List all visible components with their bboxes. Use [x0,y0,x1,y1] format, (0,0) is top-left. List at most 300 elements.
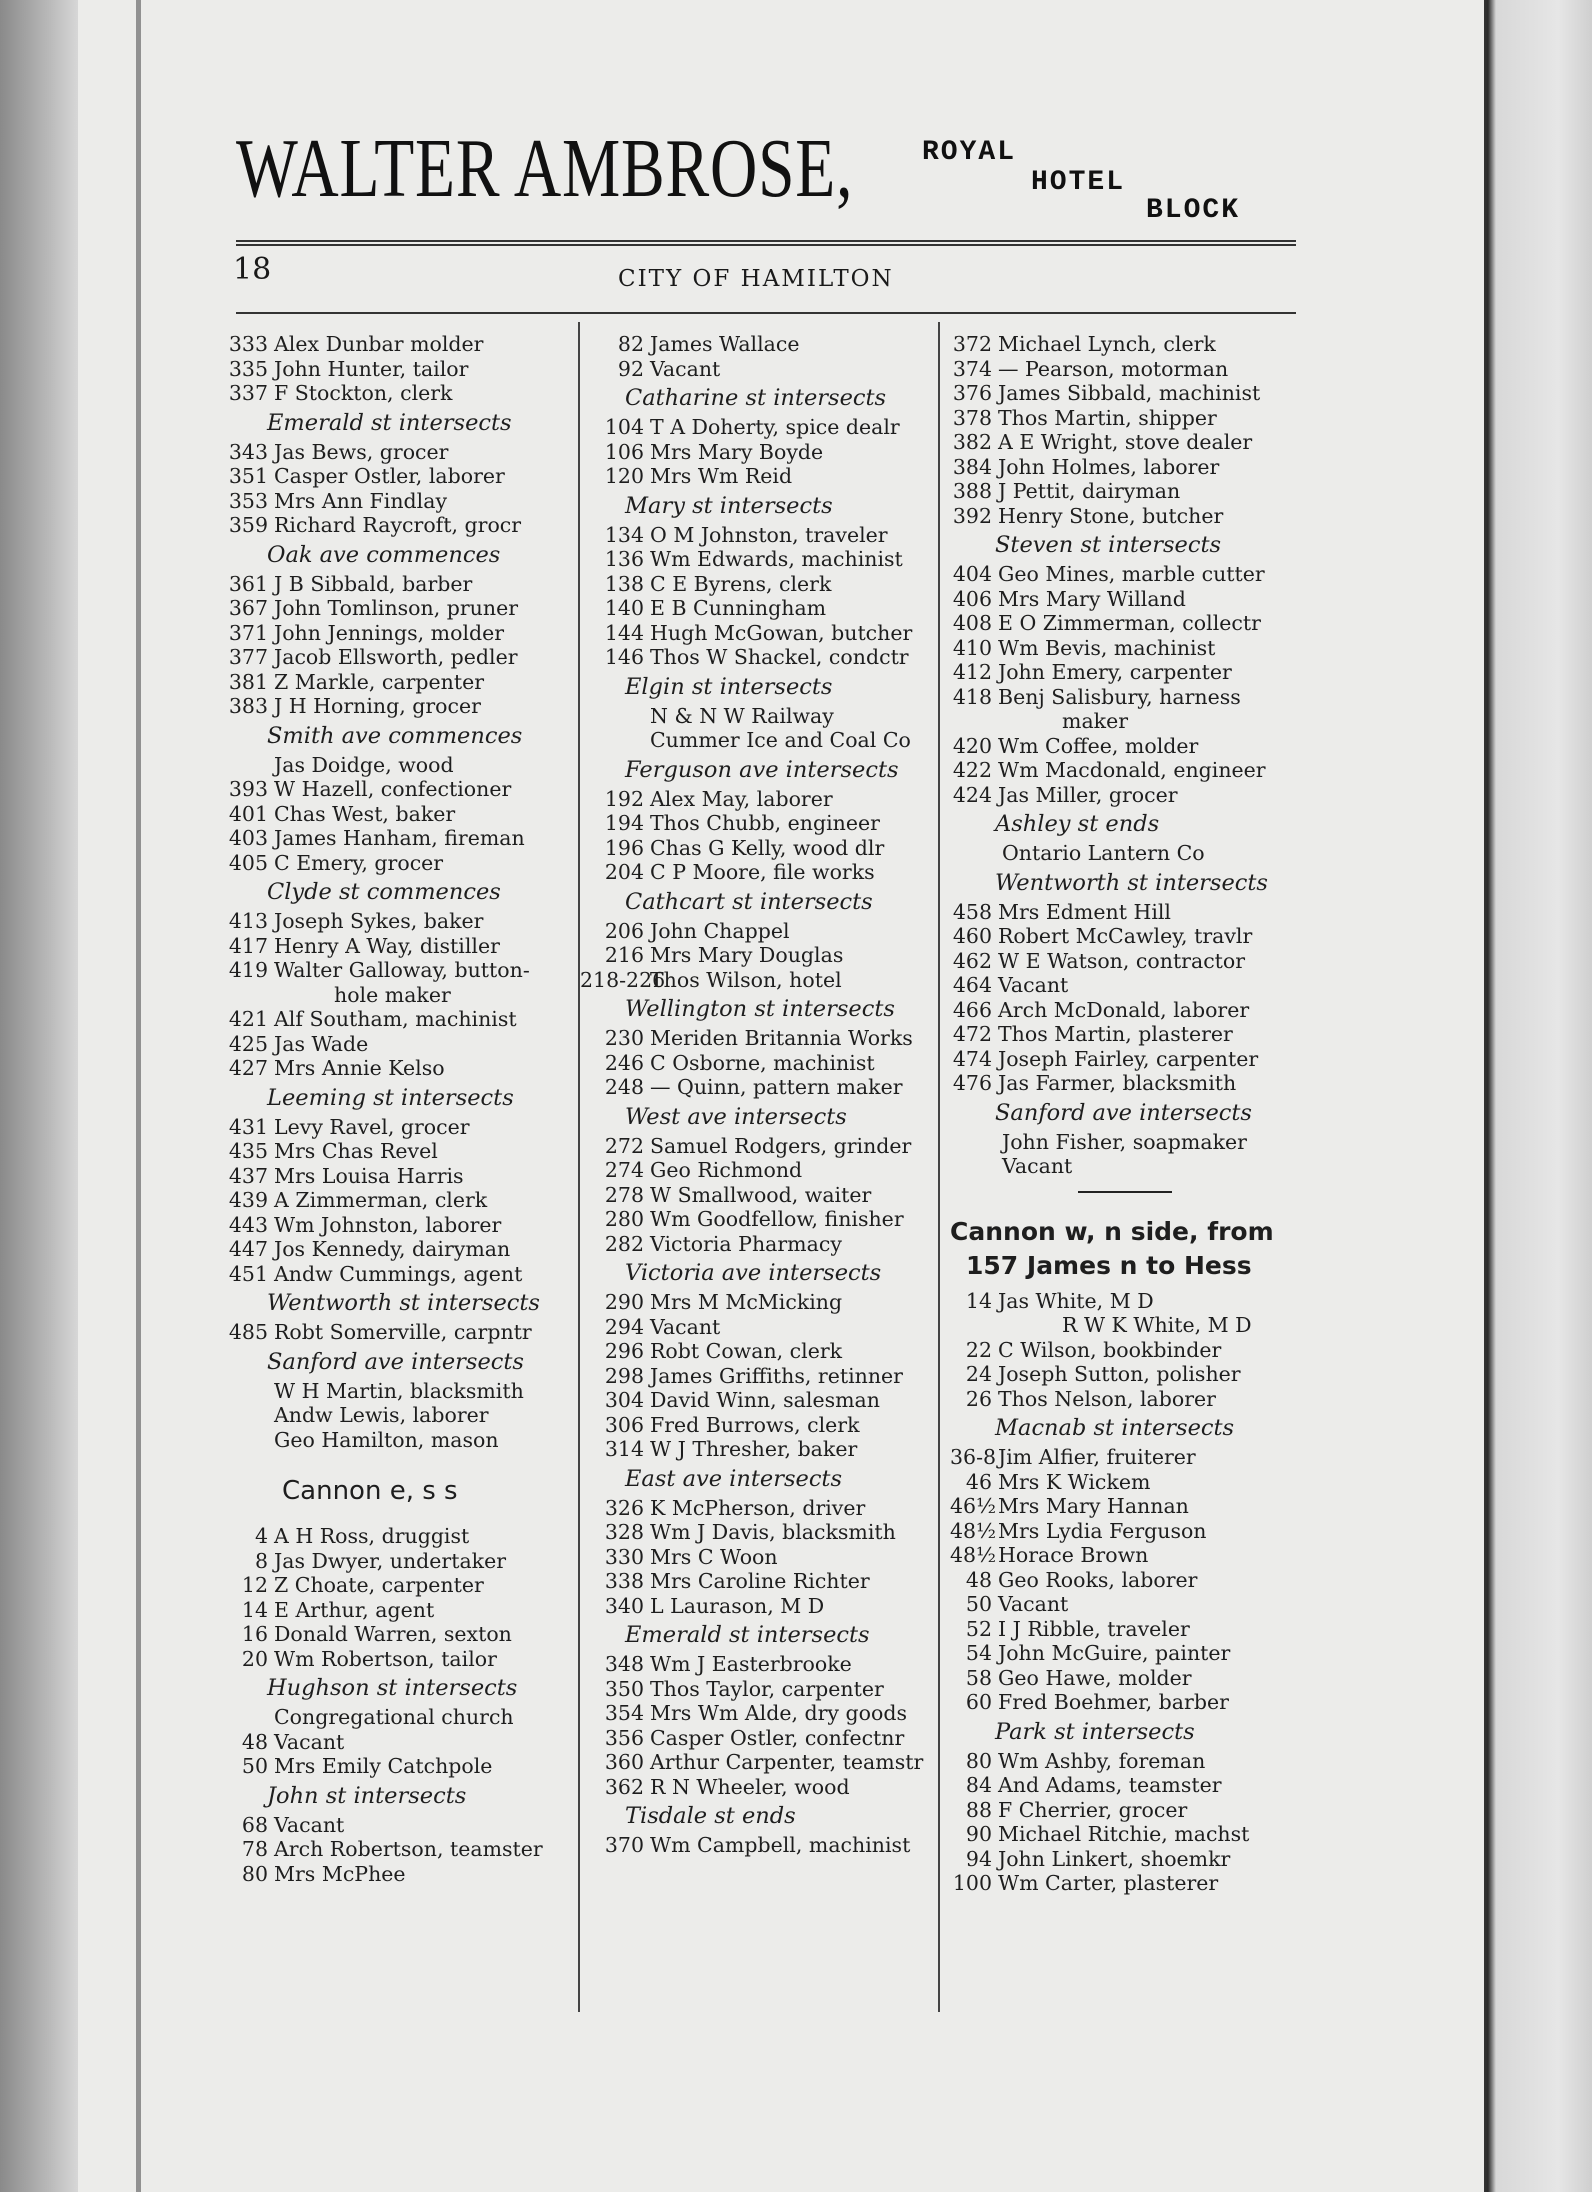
directory-entry [580,1677,930,1702]
resident-name: James Sibbald, machinist [998,381,1261,405]
directory-entry-unnumbered: N & N W Railway [650,703,834,728]
directory-entry [222,1164,574,1189]
directory-entry [222,1647,574,1672]
street-number: 359 [228,513,268,537]
resident-name: Wm J Davis, blacksmith [650,1520,896,1544]
resident-name: Wm Coffee, molder [998,733,1199,758]
directory-entry [580,1388,930,1413]
street-number: 384 [952,454,992,479]
street-number: 472 [952,1022,992,1046]
directory-entry [222,1320,574,1345]
street-number: 48½ [950,1543,996,1567]
directory-entry [950,1022,1305,1047]
resident-name: Mrs Annie Kelso [274,1056,445,1080]
directory-entry [950,973,1305,998]
street-crossing-heading: Hughson st intersects [267,1675,518,1701]
directory-entry [580,1701,930,1726]
resident-name: Wm Macdonald, engineer [998,758,1266,782]
street-crossing-heading: Smith ave commences [267,722,523,749]
resident-name: Vacant [274,1812,345,1837]
street-number: 8 [254,1548,268,1573]
resident-name: Horace Brown [998,1543,1149,1567]
street-number: 437 [228,1163,268,1188]
resident-name: Jas Farmer, blacksmith [998,1071,1237,1095]
street-number: 20 [241,1646,268,1671]
resident-name: Arch Robertson, teamster [274,1837,543,1861]
street-number: 48 [241,1729,268,1754]
resident-name: Henry A Way, distiller [274,933,500,958]
street-number: 350 [604,1676,644,1701]
directory-entry [580,1051,930,1076]
resident-name: Jas Dwyer, undertaker [274,1548,507,1573]
street-number: 462 [952,948,992,973]
street-number: 367 [228,596,268,620]
street-number: 371 [228,620,268,645]
street-number: 80 [241,1861,268,1886]
directory-entry [950,1362,1305,1387]
directory-entry [950,1773,1305,1798]
resident-name: Richard Raycroft, grocr [274,513,522,537]
street-number: 337 [228,381,268,405]
street-number: 405 [228,850,268,875]
directory-entry [950,949,1305,974]
resident-name: Alex Dunbar molder [274,332,484,356]
directory-entry [580,332,930,357]
directory-entry [222,909,574,934]
street-number: 248 [604,1075,644,1099]
resident-name: Z Markle, carpenter [274,669,485,694]
resident-name: Alex May, laborer [650,786,833,811]
directory-entry [222,572,574,597]
resident-name: Jos Kennedy, dairyman [274,1237,511,1261]
resident-name: Z Choate, carpenter [274,1573,484,1597]
directory-entry [580,415,930,440]
street-number: 280 [604,1207,644,1231]
street-number: 90 [965,1822,992,1846]
street-number: 360 [604,1750,644,1774]
resident-name: John Holmes, laborer [998,454,1220,479]
resident-name: Mrs Wm Reid [650,464,793,488]
street-number: 382 [952,430,992,454]
page-number: 18 [233,252,272,287]
directory-entry [950,1847,1305,1872]
street-number: 378 [952,405,992,430]
street-crossing-heading: Catharine st intersects [625,385,887,411]
advertiser-name: WALTER AMBROSE, [236,122,854,215]
street-number: 14 [241,1597,268,1622]
street-number: 78 [241,1837,268,1861]
street-number: 460 [952,924,992,948]
directory-entry [580,621,930,646]
resident-name: F Cherrier, grocer [998,1797,1188,1822]
resident-name: John Jennings, molder [274,620,505,645]
directory-entry [222,670,574,695]
address-line-2: HOTEL [1031,167,1126,198]
resident-name: Thos Nelson, laborer [998,1386,1216,1411]
directory-entry [222,1837,574,1862]
entry-continuation: maker [1062,709,1129,733]
title-rule [236,312,1296,314]
resident-name: Wm Goodfellow, finisher [650,1207,904,1231]
street-number: 82 [617,332,644,356]
street-number: 192 [604,786,644,811]
resident-name: Wm Campbell, machinist [650,1833,911,1857]
street-number: 330 [604,1544,644,1569]
resident-name: Victoria Pharmacy [650,1231,842,1256]
resident-name: Casper Ostler, laborer [274,464,505,488]
street-number: 14 [965,1288,992,1313]
street-crossing-heading: Ferguson ave intersects [625,756,899,783]
street-crossing-heading: Macnab st intersects [995,1415,1235,1441]
directory-column-3 [950,332,1305,1896]
directory-entry [580,523,930,548]
resident-name: Robert McCawley, travlr [998,924,1253,948]
directory-entry [950,758,1305,783]
directory-entry [222,777,574,802]
directory-entry [222,1549,574,1574]
resident-name: Mrs Lydia Ferguson [998,1518,1207,1543]
street-number: 335 [228,356,268,381]
resident-name: Mrs Mary Douglas [650,943,844,967]
directory-entry [222,826,574,851]
street-crossing-heading: East ave intersects [625,1465,843,1492]
directory-entry [222,1622,574,1647]
directory-entry [950,504,1305,529]
resident-name: W Hazell, confectioner [274,777,512,801]
resident-name: C Osborne, machinist [650,1050,875,1075]
street-number: 48½ [950,1518,996,1543]
street-number: 294 [604,1314,644,1339]
directory-entry [950,924,1305,949]
street-number: 134 [604,522,644,547]
resident-name: Wm Robertson, tailor [274,1646,497,1671]
directory-entry [950,479,1305,504]
resident-name: J Pettit, dairyman [998,479,1181,503]
street-number: 439 [228,1188,268,1212]
street-number: 146 [604,645,644,669]
running-title: CITY OF HAMILTON [618,266,894,292]
resident-name: Jas Wade [274,1031,369,1056]
directory-entry [950,685,1305,710]
street-crossing-heading: Wentworth st intersects [267,1290,540,1316]
directory-entry-unnumbered: Jas Doidge, wood [274,752,454,777]
resident-name: Mrs Emily Catchpole [274,1754,493,1778]
directory-entry [580,1520,930,1545]
street-number: 46 [965,1469,992,1494]
resident-name: Chas West, baker [274,801,456,826]
resident-name: E Arthur, agent [274,1597,435,1622]
directory-entry [222,332,574,357]
street-crossing-heading: West ave intersects [625,1103,847,1130]
street-number: 372 [952,332,992,356]
street-crossing-heading: Leeming st intersects [267,1084,514,1111]
directory-entry-unnumbered: W H Martin, blacksmith [274,1378,524,1403]
street-number: 338 [604,1569,644,1593]
directory-entry [580,572,930,597]
directory-entry [222,381,574,406]
resident-name: Vacant [650,356,721,381]
directory-entry [950,660,1305,685]
entry-continuation: R W K White, M D [1062,1313,1252,1337]
resident-name: Hugh McGowan, butcher [650,620,913,645]
directory-entry [950,562,1305,587]
street-number: 282 [604,1231,644,1256]
resident-name: Jas Miller, grocer [998,782,1178,807]
street-number: 474 [952,1046,992,1071]
street-number: 136 [604,547,644,571]
street-crossing-heading: Victoria ave intersects [625,1260,882,1286]
directory-entry [950,1047,1305,1072]
directory-entry [580,919,930,944]
directory-entry [580,1207,930,1232]
resident-name: John Chappel [650,918,790,943]
resident-name: Arch McDonald, laborer [998,997,1250,1022]
directory-entry-unnumbered: Cummer Ice and Coal Co [650,728,911,752]
street-number: 206 [604,918,644,943]
directory-entry-unnumbered: Geo Hamilton, mason [274,1427,499,1452]
street-number: 376 [952,381,992,405]
street-number: 50 [241,1754,268,1778]
resident-name: Geo Hawe, molder [998,1665,1192,1690]
directory-entry [950,1519,1305,1544]
street-crossing-heading: Wellington st intersects [625,996,895,1022]
directory-entry [950,1568,1305,1593]
street-number: 353 [228,488,268,513]
column-divider-2 [938,322,940,2012]
resident-name: Robt Somerville, carpntr [274,1320,532,1344]
street-number: 68 [241,1812,268,1837]
resident-name: Walter Galloway, button- [274,958,530,982]
street-number: 420 [952,733,992,758]
street-number: 374 [952,356,992,381]
directory-entry [950,1641,1305,1666]
street-number: 356 [604,1725,644,1750]
directory-entry [580,1750,930,1775]
resident-name: Mrs Mary Boyde [650,439,824,464]
resident-name: James Griffiths, retinner [650,1363,903,1388]
resident-name: John Hunter, tailor [274,356,469,381]
resident-name: C P Moore, file works [650,860,875,884]
street-number: 464 [952,973,992,997]
resident-name: Vacant [650,1314,721,1339]
street-number: 425 [228,1031,268,1056]
directory-entry [222,1813,574,1838]
resident-name: Vacant [998,973,1069,997]
directory-entry [222,645,574,670]
resident-name: Donald Warren, sexton [274,1622,512,1646]
resident-name: Mrs Mary Hannan [998,1494,1189,1518]
resident-name: W Smallwood, waiter [650,1182,872,1207]
entry-continuation: hole maker [334,982,451,1007]
street-number: 451 [228,1261,268,1286]
directory-entry [222,958,574,983]
directory-entry [222,1754,574,1779]
resident-name: Thos W Shackel, condctr [650,645,909,669]
resident-name: Wm Bevis, machinist [998,635,1216,660]
resident-name: Mrs McPhee [274,1861,406,1886]
directory-entry [950,636,1305,661]
resident-name: — Quinn, pattern maker [650,1075,903,1099]
directory-entry-unnumbered: Andw Lewis, laborer [274,1403,489,1427]
resident-name: Henry Stone, butcher [998,503,1224,528]
directory-entry [580,1726,930,1751]
resident-name: Michael Ritchie, machst [998,1822,1250,1846]
directory-entry [222,1730,574,1755]
street-number: 140 [604,596,644,620]
street-number: 80 [965,1748,992,1773]
street-number: 343 [228,439,268,464]
street-number: 194 [604,811,644,835]
resident-name: T A Doherty, spice dealr [650,415,900,439]
directory-entry [580,1569,930,1594]
resident-name: E O Zimmerman, collectr [998,611,1261,635]
street-number: 4 [254,1524,268,1548]
directory-entry [950,900,1305,925]
directory-entry [950,430,1305,455]
directory-entry [580,1075,930,1100]
street-number: 296 [604,1339,644,1363]
resident-name: Chas G Kelly, wood dlr [650,835,885,860]
street-number: 431 [228,1114,268,1139]
resident-name: Wm Johnston, laborer [274,1212,502,1237]
resident-name: Mrs Edment Hill [998,899,1171,924]
directory-entry [222,621,574,646]
resident-name: Mrs Chas Revel [274,1139,438,1163]
directory-entry [580,464,930,489]
street-number: 392 [952,503,992,528]
directory-entry [580,1232,930,1257]
resident-name: W E Watson, contractor [998,948,1246,973]
directory-entry [222,1237,574,1262]
street-number: 408 [952,611,992,635]
directory-entry [580,547,930,572]
resident-name: Thos Martin, plasterer [998,1022,1233,1046]
directory-entry [222,694,574,719]
directory-entry [580,1026,930,1051]
directory-entry [950,1071,1305,1096]
resident-name: L Laurason, M D [650,1593,825,1618]
street-number: 435 [228,1139,268,1163]
street-crossing-heading: Mary st intersects [625,492,833,519]
directory-entry [580,1364,930,1389]
street-number: 204 [604,860,644,884]
resident-name: Wm Carter, plasterer [998,1871,1219,1895]
resident-name: Casper Ostler, confectnr [650,1725,905,1750]
street-number: 388 [952,479,992,503]
directory-entry [222,1032,574,1057]
street-crossing-heading: Park st intersects [995,1718,1195,1745]
resident-name: David Winn, salesman [650,1388,880,1412]
street-crossing-heading: Sanford ave intersects [995,1099,1252,1126]
resident-name: A Zimmerman, clerk [274,1188,488,1212]
street-number: 24 [965,1362,992,1386]
page-spine-shadow [136,0,141,2192]
street-number: 46½ [950,1494,996,1518]
street-number: 413 [228,909,268,933]
resident-name: Jas White, M D [998,1288,1154,1313]
directory-entry [580,1183,930,1208]
resident-name: Mrs M McMicking [650,1290,843,1314]
street-crossing-heading: Steven st intersects [995,532,1222,558]
header-rule-bottom [236,244,1296,246]
resident-name: Mrs Caroline Richter [650,1569,870,1593]
directory-entry [580,1833,930,1858]
street-number: 60 [965,1690,992,1714]
directory-entry [222,934,574,959]
directory-entry [950,1871,1305,1896]
directory-entry [950,1543,1305,1568]
street-number: 403 [228,826,268,850]
resident-name: Fred Burrows, clerk [650,1412,860,1437]
scan-right-edge [1480,0,1592,2192]
resident-name: John Tomlinson, pruner [274,596,519,620]
resident-name: Jacob Ellsworth, pedler [274,645,518,669]
resident-name: E B Cunningham [650,596,827,620]
address-line-3: BLOCK [1146,195,1241,226]
resident-name: Wm Ashby, foreman [998,1748,1206,1773]
street-number: 351 [228,464,268,488]
resident-name: Jas Bews, grocer [274,439,449,464]
directory-entry [580,1134,930,1159]
directory-entry-unnumbered: Congregational church [274,1705,514,1729]
street-number: 138 [604,571,644,596]
directory-entry [222,1524,574,1549]
directory-column-1 [222,332,574,1886]
street-crossing-heading: Emerald st intersects [267,409,512,436]
resident-name: Vacant [274,1729,345,1754]
street-number: 216 [604,943,644,967]
street-number: 417 [228,933,268,958]
resident-name: Wm Edwards, machinist [650,547,903,571]
street-number: 383 [228,694,268,718]
street-number: 326 [604,1495,644,1520]
directory-entry [580,968,930,993]
directory-entry [950,1470,1305,1495]
directory-entry [950,1592,1305,1617]
directory-entry [950,1822,1305,1847]
resident-name: Thos Martin, shipper [998,405,1217,430]
street-number: 218-226 [580,967,666,992]
street-number: 427 [228,1056,268,1080]
street-crossing-heading: Ashley st ends [995,811,1160,837]
street-number: 412 [952,660,992,684]
street-number: 419 [228,958,268,982]
directory-entry [950,1289,1305,1314]
street-number: 298 [604,1363,644,1388]
directory-entry [950,381,1305,406]
street-number: 406 [952,586,992,611]
directory-entry [950,587,1305,612]
resident-name: Geo Rooks, laborer [998,1567,1198,1592]
street-number: 92 [617,356,644,381]
street-number: 393 [228,777,268,801]
directory-entry [222,1056,574,1081]
directory-entry [222,440,574,465]
street-number: 94 [965,1846,992,1871]
street-number: 328 [604,1520,644,1544]
directory-entry [222,464,574,489]
resident-name: James Hanham, fireman [274,826,525,850]
directory-entry [580,645,930,670]
directory-entry [222,802,574,827]
directory-entry [950,1445,1305,1470]
street-crossing-heading: Cathcart st intersects [625,888,873,915]
directory-entry [580,1775,930,1800]
directory-entry [580,943,930,968]
street-number: 422 [952,758,992,782]
directory-entry [950,1617,1305,1642]
resident-name: Joseph Fairley, carpenter [998,1046,1259,1071]
